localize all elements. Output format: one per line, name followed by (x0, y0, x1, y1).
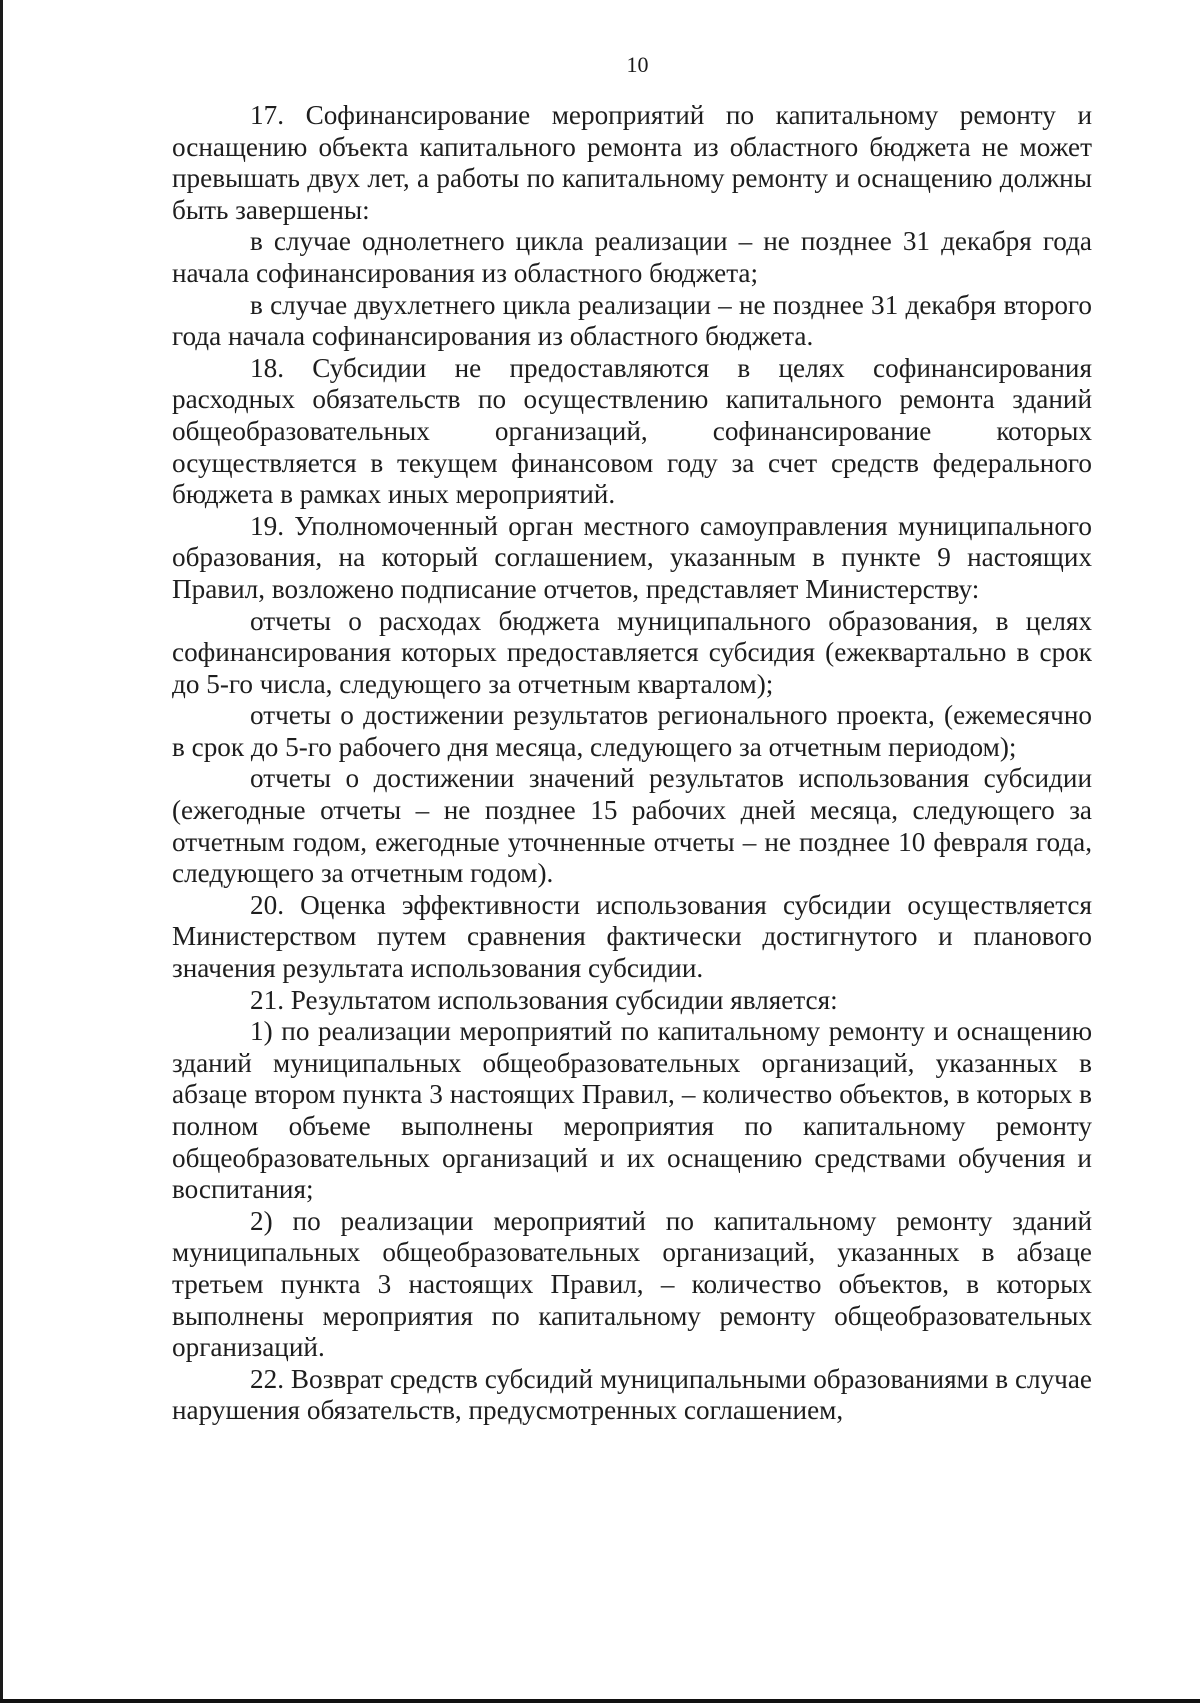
scan-edge-bottom (0, 1699, 1200, 1703)
paragraph-19-expense-reports: отчеты о расходах бюджета муниципального образования, в целях софинансирования которых предоставляется субсидия (ежеквартально в срок до 5-го числа, следующего за отчетным кварталом); (172, 605, 1092, 699)
paragraph-19: 19. Уполномоченный орган местного самоуправления муниципального образования, на который соглашением, указанным в пункте 9 настоящих Правил, возложено подписание отчетов, представляет Министерству: (172, 510, 1092, 604)
paragraph-18: 18. Субсидии не предоставляются в целях софинансирования расходных обязательств по осуществлению капитального ремонта зданий общеобразовательных организаций, софинансирование которых осуществляется в текущем финансовом году за счет средств федерального бюджета в рамках иных мероприятий. (172, 352, 1092, 510)
paragraph-21-item-1: 1) по реализации мероприятий по капитальному ремонту и оснащению зданий муниципальных общеобразовательных организаций, указанных в абзаце втором пункта 3 настоящих Правил, – количество объектов, в которых в полном объеме выполнены мероприятия по капитальному ремонту общеобразовательных организаций и их оснащению средствами обучения и воспитания; (172, 1016, 1092, 1205)
paragraph-17-two-year: в случае двухлетнего цикла реализации – не позднее 31 декабря второго года начала софинансирования из областного бюджета. (172, 289, 1092, 352)
paragraph-21-item-2: 2) по реализации мероприятий по капитальному ремонту зданий муниципальных общеобразовательных организаций, указанных в абзаце третьем пункта 3 настоящих Правил, – количество объектов, в которых выполнены мероприятия по капитальному ремонту общеобразовательных организаций. (172, 1205, 1092, 1363)
paragraph-17-one-year: в случае однолетнего цикла реализации – не позднее 31 декабря года начала софинансирования из областного бюджета; (172, 226, 1092, 288)
paragraph-22: 22. Возврат средств субсидий муниципальными образованиями в случае нарушения обязательств, предусмотренных соглашением, (172, 1363, 1092, 1426)
paragraph-19-result-reports: отчеты о достижении значений результатов использования субсидии (ежегодные отчеты – не позднее 15 рабочих дней месяца, следующего за отчетным годом, ежегодные уточненные отчеты – не позднее 10 февраля года, следующего за отчетным годом). (172, 763, 1092, 889)
scan-edge-left (0, 0, 3, 1703)
paragraph-21: 21. Результатом использования субсидии является: (250, 984, 838, 1015)
paragraph-20: 20. Оценка эффективности использования субсидии осуществляется Министерством путем сравнения фактически достигнутого и планового значения результата использования субсидии. (172, 889, 1092, 984)
document-body (172, 100, 1092, 1427)
page-number: 10 (626, 52, 649, 77)
paragraph-19-project-reports: отчеты о достижении результатов регионального проекта, (ежемесячно в срок до 5-го рабочего дня месяца, следующего за отчетным периодом); (172, 700, 1092, 762)
paragraph-17: 17. Софинансирование мероприятий по капитальному ремонту и оснащению объекта капитального ремонта из областного бюджета не может превышать двух лет, а работы по капитальному ремонту и оснащению должны быть завершены: (172, 100, 1092, 225)
